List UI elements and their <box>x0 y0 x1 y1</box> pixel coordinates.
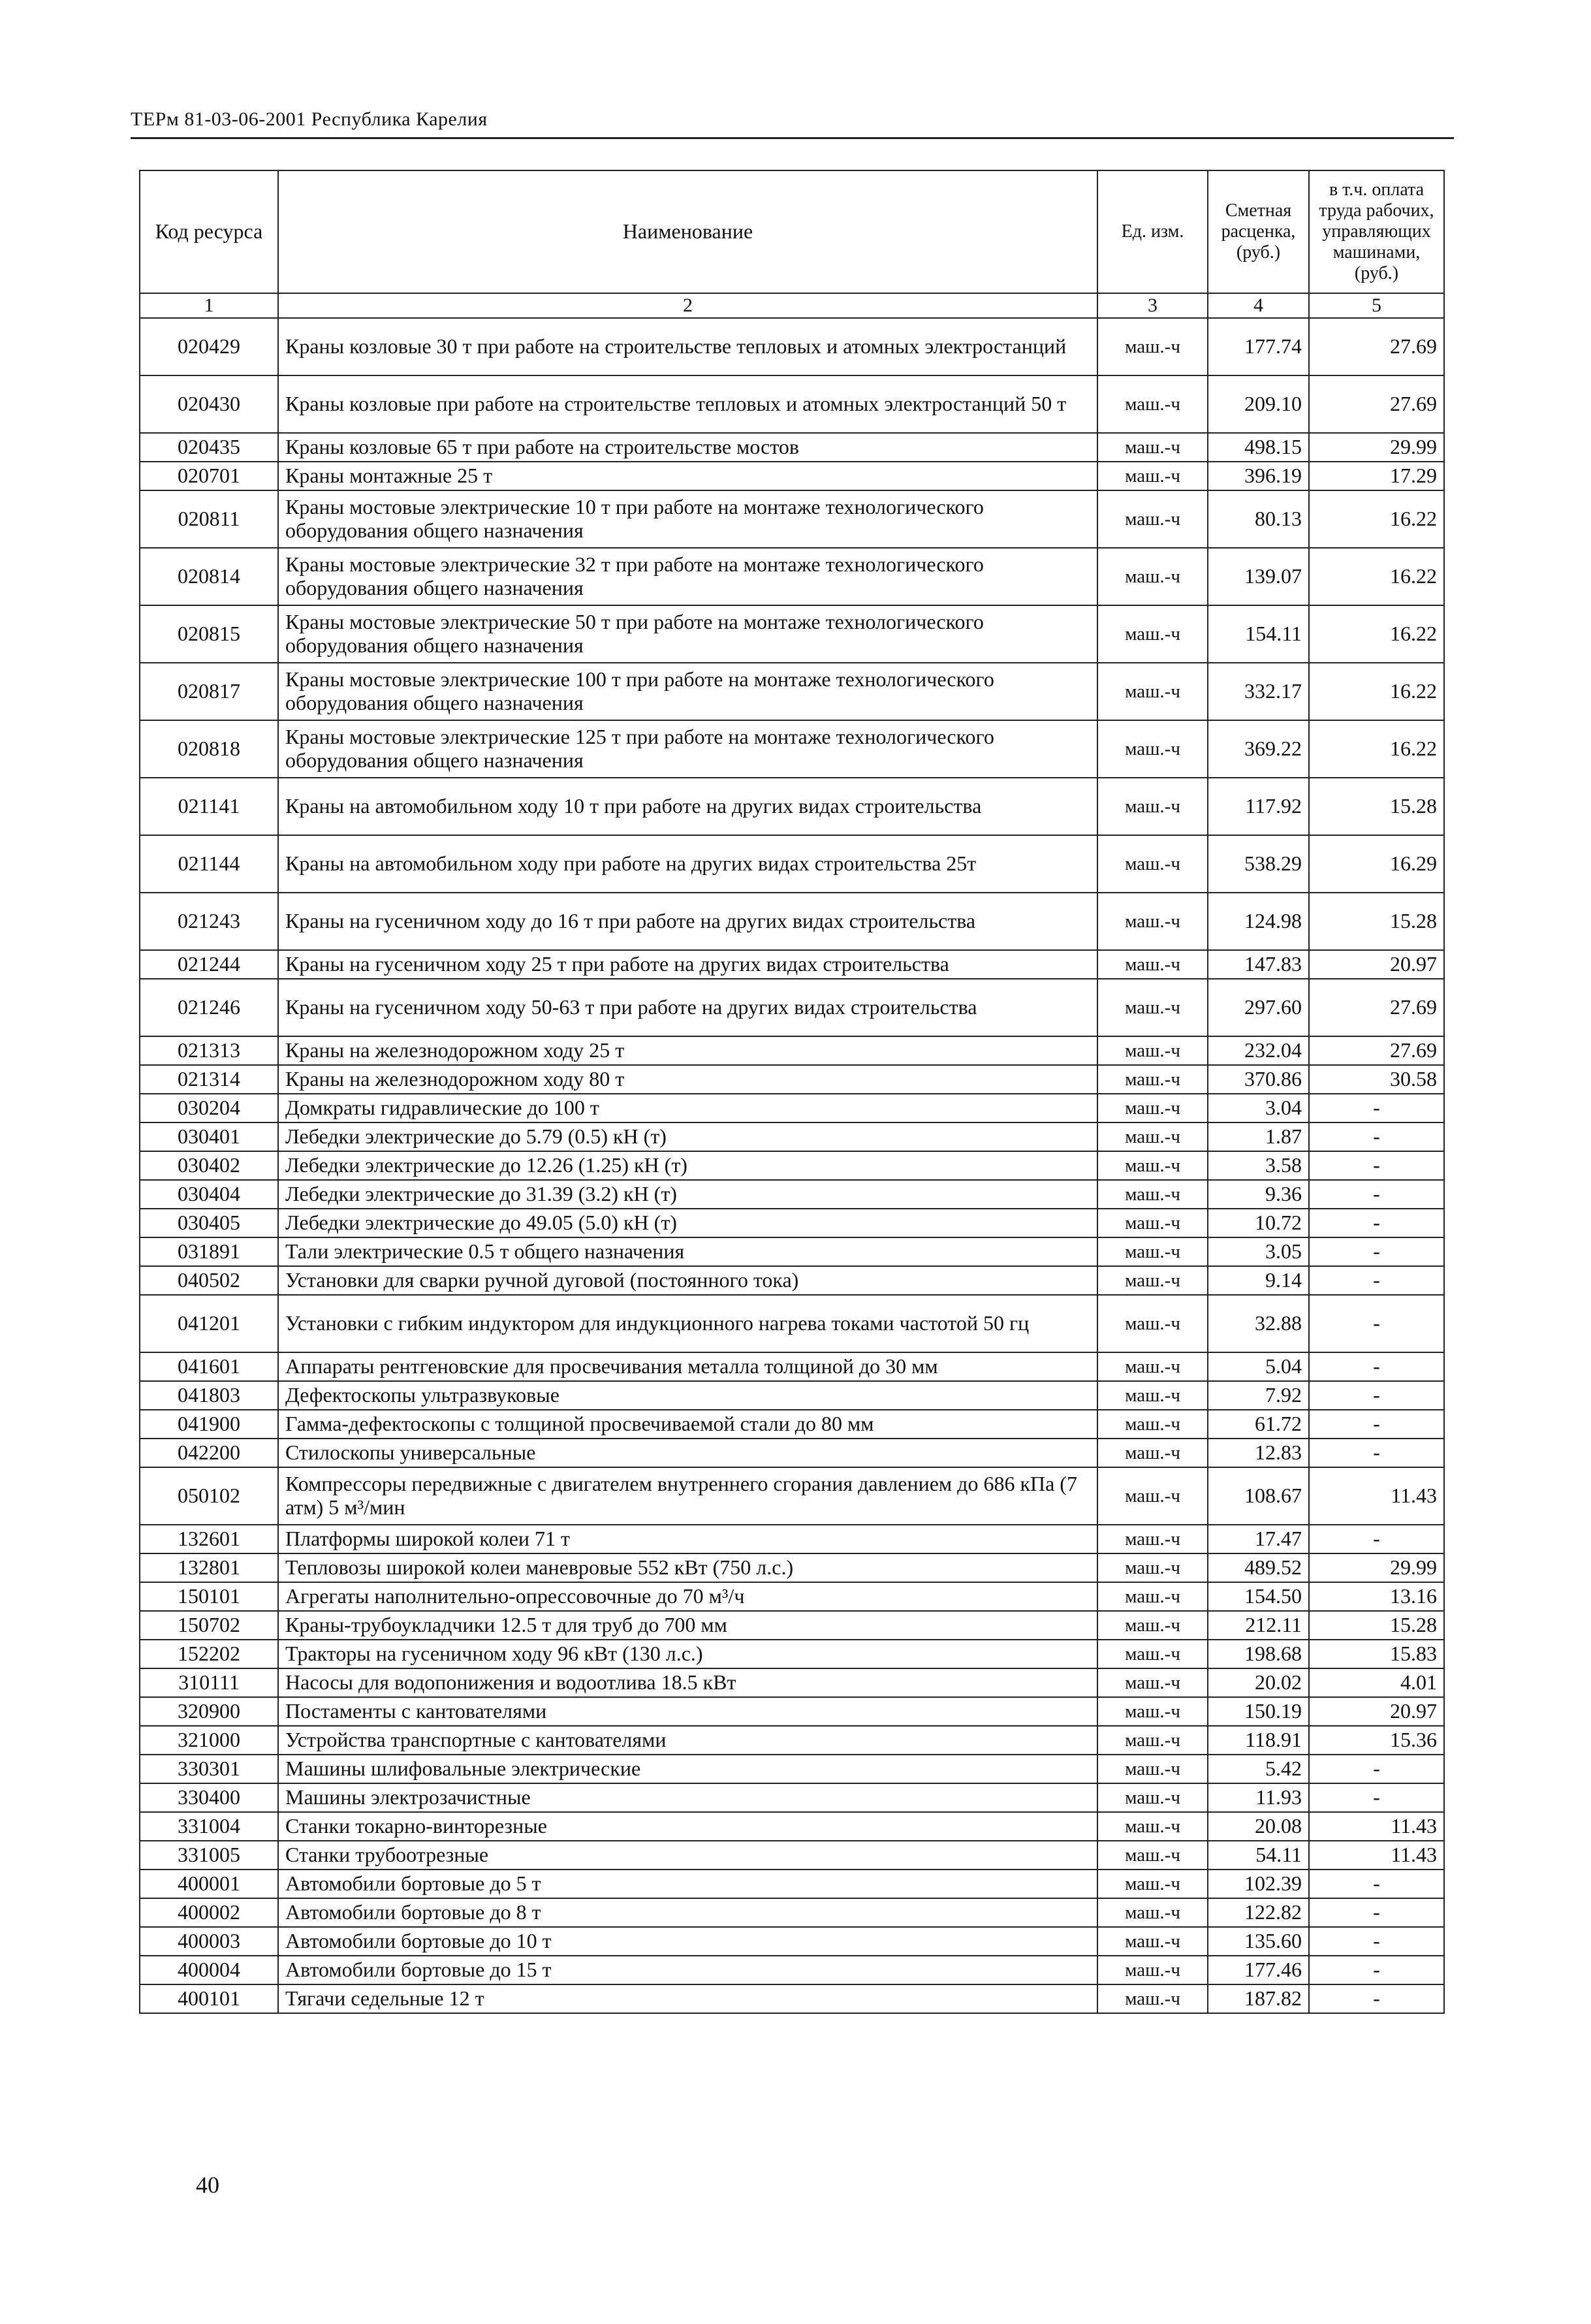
resource-code-cell: 020817 <box>140 663 278 720</box>
unit-cell: маш.-ч <box>1097 1984 1208 2013</box>
resource-name-cell: Агрегаты наполнительно-опрессовочные до 70 м³/ч <box>278 1582 1097 1611</box>
resource-code-cell: 132601 <box>140 1525 278 1553</box>
rate-cell: 3.05 <box>1208 1237 1309 1266</box>
resource-name-cell: Аппараты рентгеновские для просвечивания металла толщиной до 30 мм <box>278 1352 1097 1381</box>
resource-name-cell: Машины шлифовальные электрические <box>278 1755 1097 1783</box>
unit-cell: маш.-ч <box>1097 1726 1208 1755</box>
table-body <box>140 318 1444 2013</box>
column-number-row <box>140 293 1444 318</box>
rate-cell: 396.19 <box>1208 462 1309 490</box>
resource-name-cell: Тракторы на гусеничном ходу 96 кВт (130 л.с.) <box>278 1640 1097 1668</box>
rate-cell: 9.14 <box>1208 1266 1309 1295</box>
resource-name-cell: Станки токарно-винторезные <box>278 1812 1097 1841</box>
resource-name-cell: Тягачи седельные 12 т <box>278 1984 1097 2013</box>
table-row <box>140 1525 1444 1553</box>
rate-cell: 54.11 <box>1208 1841 1309 1870</box>
resource-name-cell: Автомобили бортовые до 15 т <box>278 1956 1097 1984</box>
wage-cell: - <box>1309 1439 1444 1467</box>
resource-code-cell: 041601 <box>140 1352 278 1381</box>
unit-cell: маш.-ч <box>1097 979 1208 1036</box>
wage-cell: 4.01 <box>1309 1668 1444 1697</box>
resource-name-cell: Установки для сварки ручной дуговой (постоянного тока) <box>278 1266 1097 1295</box>
resource-name-cell: Краны монтажные 25 т <box>278 462 1097 490</box>
wage-cell: - <box>1309 1410 1444 1439</box>
wage-cell: 15.28 <box>1309 893 1444 950</box>
resource-code-cell: 310111 <box>140 1668 278 1697</box>
resource-code-cell: 020701 <box>140 462 278 490</box>
resource-code-cell: 021244 <box>140 950 278 979</box>
rate-cell: 117.92 <box>1208 778 1309 835</box>
wage-cell: - <box>1309 1151 1444 1180</box>
unit-cell: маш.-ч <box>1097 1841 1208 1870</box>
col-header-rate: Сметная расценка, (руб.) <box>1208 170 1309 293</box>
resource-code-cell: 030402 <box>140 1151 278 1180</box>
rate-cell: 332.17 <box>1208 663 1309 720</box>
table-row <box>140 778 1444 835</box>
rate-cell: 3.58 <box>1208 1151 1309 1180</box>
rate-cell: 198.68 <box>1208 1640 1309 1668</box>
resource-name-cell: Краны мостовые электрические 100 т при работе на монтаже технологического оборудования общего назначения <box>278 663 1097 720</box>
resource-name-cell: Краны мостовые электрические 10 т при работе на монтаже технологического оборудования общего назначения <box>278 490 1097 548</box>
resource-name-cell: Краны козловые при работе на строительстве тепловых и атомных электростанций 50 т <box>278 375 1097 433</box>
unit-cell: маш.-ч <box>1097 1668 1208 1697</box>
col-header-name: Наименование <box>278 170 1097 293</box>
table-row <box>140 1094 1444 1122</box>
resource-name-cell: Станки трубоотрезные <box>278 1841 1097 1870</box>
column-number: 3 <box>1097 293 1208 318</box>
wage-cell: 20.97 <box>1309 950 1444 979</box>
page-header: ТЕРм 81-03-06-2001 Республика Карелия <box>131 108 488 130</box>
resource-table <box>139 170 1445 2014</box>
resource-name-cell: Автомобили бортовые до 5 т <box>278 1870 1097 1898</box>
table-row <box>140 1755 1444 1783</box>
resource-code-cell: 021141 <box>140 778 278 835</box>
wage-cell: - <box>1309 1755 1444 1783</box>
resource-name-cell: Краны на гусеничном ходу до 16 т при работе на других видах строительства <box>278 893 1097 950</box>
rate-cell: 10.72 <box>1208 1209 1309 1237</box>
rate-cell: 135.60 <box>1208 1927 1309 1956</box>
wage-cell: - <box>1309 1352 1444 1381</box>
rate-cell: 11.93 <box>1208 1783 1309 1812</box>
resource-code-cell: 320900 <box>140 1697 278 1726</box>
unit-cell: маш.-ч <box>1097 1870 1208 1898</box>
table-row <box>140 462 1444 490</box>
rate-cell: 61.72 <box>1208 1410 1309 1439</box>
rate-cell: 297.60 <box>1208 979 1309 1036</box>
rate-cell: 102.39 <box>1208 1870 1309 1898</box>
table-row <box>140 1870 1444 1898</box>
wage-cell: 27.69 <box>1309 318 1444 375</box>
resource-name-cell: Краны-трубоукладчики 12.5 т для труб до 700 мм <box>278 1611 1097 1640</box>
table-row <box>140 663 1444 720</box>
resource-code-cell: 020811 <box>140 490 278 548</box>
resource-code-cell: 021144 <box>140 835 278 893</box>
table-row <box>140 1036 1444 1065</box>
rate-cell: 32.88 <box>1208 1295 1309 1352</box>
unit-cell: маш.-ч <box>1097 1266 1208 1295</box>
unit-cell: маш.-ч <box>1097 1582 1208 1611</box>
table-row <box>140 1122 1444 1151</box>
rate-cell: 212.11 <box>1208 1611 1309 1640</box>
unit-cell: маш.-ч <box>1097 1755 1208 1783</box>
wage-cell: - <box>1309 1783 1444 1812</box>
resource-name-cell: Лебедки электрические до 12.26 (1.25) кН (т) <box>278 1151 1097 1180</box>
wage-cell: - <box>1309 1094 1444 1122</box>
page-number: 40 <box>196 2172 219 2198</box>
wage-cell: 15.28 <box>1309 778 1444 835</box>
table-row <box>140 1668 1444 1697</box>
rate-cell: 5.42 <box>1208 1755 1309 1783</box>
resource-code-cell: 020814 <box>140 548 278 605</box>
resource-code-cell: 330400 <box>140 1783 278 1812</box>
rate-cell: 538.29 <box>1208 835 1309 893</box>
unit-cell: маш.-ч <box>1097 1352 1208 1381</box>
resource-name-cell: Автомобили бортовые до 10 т <box>278 1927 1097 1956</box>
unit-cell: маш.-ч <box>1097 1898 1208 1927</box>
table-row <box>140 375 1444 433</box>
resource-code-cell: 021243 <box>140 893 278 950</box>
unit-cell: маш.-ч <box>1097 1410 1208 1439</box>
resource-code-cell: 132801 <box>140 1553 278 1582</box>
rate-cell: 187.82 <box>1208 1984 1309 2013</box>
wage-cell: - <box>1309 1237 1444 1266</box>
unit-cell: маш.-ч <box>1097 1295 1208 1352</box>
resource-code-cell: 030204 <box>140 1094 278 1122</box>
unit-cell: маш.-ч <box>1097 1956 1208 1984</box>
rate-cell: 108.67 <box>1208 1467 1309 1525</box>
unit-cell: маш.-ч <box>1097 1036 1208 1065</box>
resource-name-cell: Краны мостовые электрические 32 т при работе на монтаже технологического оборудования общего назначения <box>278 548 1097 605</box>
wage-cell: 16.22 <box>1309 720 1444 778</box>
wage-cell: 17.29 <box>1309 462 1444 490</box>
unit-cell: маш.-ч <box>1097 1180 1208 1209</box>
wage-cell: 27.69 <box>1309 979 1444 1036</box>
unit-cell: маш.-ч <box>1097 462 1208 490</box>
resource-code-cell: 041900 <box>140 1410 278 1439</box>
resource-code-cell: 042200 <box>140 1439 278 1467</box>
resource-code-cell: 031891 <box>140 1237 278 1266</box>
rate-cell: 154.11 <box>1208 605 1309 663</box>
wage-cell: 11.43 <box>1309 1467 1444 1525</box>
unit-cell: маш.-ч <box>1097 1697 1208 1726</box>
wage-cell: - <box>1309 1266 1444 1295</box>
rate-cell: 209.10 <box>1208 375 1309 433</box>
resource-name-cell: Тепловозы широкой колеи маневровые 552 кВт (750 л.с.) <box>278 1553 1097 1582</box>
unit-cell: маш.-ч <box>1097 1381 1208 1410</box>
column-number: 5 <box>1309 293 1444 318</box>
rate-cell: 20.08 <box>1208 1812 1309 1841</box>
wage-cell: - <box>1309 1381 1444 1410</box>
unit-cell: маш.-ч <box>1097 1237 1208 1266</box>
resource-code-cell: 400004 <box>140 1956 278 1984</box>
unit-cell: маш.-ч <box>1097 663 1208 720</box>
rate-cell: 150.19 <box>1208 1697 1309 1726</box>
rate-cell: 5.04 <box>1208 1352 1309 1381</box>
table-row <box>140 1553 1444 1582</box>
unit-cell: маш.-ч <box>1097 375 1208 433</box>
wage-cell: 20.97 <box>1309 1697 1444 1726</box>
resource-name-cell: Компрессоры передвижные с двигателем внутреннего сгорания давлением до 686 кПа (7 атм) 5 м³/мин <box>278 1467 1097 1525</box>
table-row <box>140 318 1444 375</box>
rate-cell: 489.52 <box>1208 1553 1309 1582</box>
wage-cell: 11.43 <box>1309 1812 1444 1841</box>
table-row <box>140 1697 1444 1726</box>
rate-cell: 369.22 <box>1208 720 1309 778</box>
table-row <box>140 1065 1444 1094</box>
resource-code-cell: 331005 <box>140 1841 278 1870</box>
table-row <box>140 1783 1444 1812</box>
unit-cell: маш.-ч <box>1097 490 1208 548</box>
column-number: 4 <box>1208 293 1309 318</box>
rate-cell: 12.83 <box>1208 1439 1309 1467</box>
resource-name-cell: Установки с гибким индуктором для индукционного нагрева токами частотой 50 гц <box>278 1295 1097 1352</box>
resource-name-cell: Стилоскопы универсальные <box>278 1439 1097 1467</box>
table-row <box>140 1410 1444 1439</box>
table-row <box>140 1180 1444 1209</box>
unit-cell: маш.-ч <box>1097 318 1208 375</box>
resource-code-cell: 400003 <box>140 1927 278 1956</box>
wage-cell: - <box>1309 1525 1444 1553</box>
table-row <box>140 1381 1444 1410</box>
resource-name-cell: Постаменты с кантователями <box>278 1697 1097 1726</box>
resource-name-cell: Краны на автомобильном ходу 10 т при работе на других видах строительства <box>278 778 1097 835</box>
table-row <box>140 720 1444 778</box>
wage-cell: 16.22 <box>1309 605 1444 663</box>
table-row <box>140 950 1444 979</box>
rate-cell: 370.86 <box>1208 1065 1309 1094</box>
unit-cell: маш.-ч <box>1097 720 1208 778</box>
wage-cell: 13.16 <box>1309 1582 1444 1611</box>
wage-cell: 15.36 <box>1309 1726 1444 1755</box>
resource-name-cell: Краны на железнодорожном ходу 25 т <box>278 1036 1097 1065</box>
table-row <box>140 1439 1444 1467</box>
table-row <box>140 979 1444 1036</box>
rate-cell: 3.04 <box>1208 1094 1309 1122</box>
wage-cell: - <box>1309 1956 1444 1984</box>
resource-code-cell: 150101 <box>140 1582 278 1611</box>
unit-cell: маш.-ч <box>1097 1525 1208 1553</box>
resource-name-cell: Лебедки электрические до 5.79 (0.5) кН (т) <box>278 1122 1097 1151</box>
rate-cell: 20.02 <box>1208 1668 1309 1697</box>
wage-cell: 30.58 <box>1309 1065 1444 1094</box>
rate-cell: 7.92 <box>1208 1381 1309 1410</box>
resource-code-cell: 020818 <box>140 720 278 778</box>
table-row <box>140 605 1444 663</box>
resource-code-cell: 150702 <box>140 1611 278 1640</box>
unit-cell: маш.-ч <box>1097 548 1208 605</box>
table-row <box>140 1956 1444 1984</box>
table-row <box>140 1927 1444 1956</box>
table-row <box>140 1582 1444 1611</box>
unit-cell: маш.-ч <box>1097 1783 1208 1812</box>
wage-cell: 16.22 <box>1309 663 1444 720</box>
resource-code-cell: 030405 <box>140 1209 278 1237</box>
unit-cell: маш.-ч <box>1097 1439 1208 1467</box>
wage-cell: 11.43 <box>1309 1841 1444 1870</box>
rate-cell: 9.36 <box>1208 1180 1309 1209</box>
wage-cell: 27.69 <box>1309 375 1444 433</box>
wage-cell: 16.22 <box>1309 548 1444 605</box>
resource-code-cell: 400001 <box>140 1870 278 1898</box>
table-row <box>140 1898 1444 1927</box>
table-row <box>140 835 1444 893</box>
resource-code-cell: 152202 <box>140 1640 278 1668</box>
unit-cell: маш.-ч <box>1097 1065 1208 1094</box>
resource-name-cell: Автомобили бортовые до 8 т <box>278 1898 1097 1927</box>
wage-cell: - <box>1309 1984 1444 2013</box>
resource-name-cell: Тали электрические 0.5 т общего назначения <box>278 1237 1097 1266</box>
resource-code-cell: 400101 <box>140 1984 278 2013</box>
rate-cell: 498.15 <box>1208 433 1309 462</box>
rate-cell: 118.91 <box>1208 1726 1309 1755</box>
resource-code-cell: 400002 <box>140 1898 278 1927</box>
unit-cell: маш.-ч <box>1097 1151 1208 1180</box>
rate-cell: 139.07 <box>1208 548 1309 605</box>
table-row <box>140 1209 1444 1237</box>
resource-name-cell: Домкраты гидравлические до 100 т <box>278 1094 1097 1122</box>
resource-code-cell: 040502 <box>140 1266 278 1295</box>
resource-code-cell: 330301 <box>140 1755 278 1783</box>
resource-code-cell: 021246 <box>140 979 278 1036</box>
resource-code-cell: 020815 <box>140 605 278 663</box>
unit-cell: маш.-ч <box>1097 433 1208 462</box>
table-row <box>140 1812 1444 1841</box>
resource-name-cell: Лебедки электрические до 49.05 (5.0) кН (т) <box>278 1209 1097 1237</box>
wage-cell: - <box>1309 1870 1444 1898</box>
wage-cell: - <box>1309 1295 1444 1352</box>
resource-name-cell: Краны на железнодорожном ходу 80 т <box>278 1065 1097 1094</box>
wage-cell: - <box>1309 1898 1444 1927</box>
wage-cell: - <box>1309 1122 1444 1151</box>
unit-cell: маш.-ч <box>1097 835 1208 893</box>
table-row <box>140 1266 1444 1295</box>
wage-cell: - <box>1309 1180 1444 1209</box>
unit-cell: маш.-ч <box>1097 1812 1208 1841</box>
wage-cell: 15.83 <box>1309 1640 1444 1668</box>
table-row <box>140 433 1444 462</box>
column-number: 2 <box>278 293 1097 318</box>
resource-code-cell: 331004 <box>140 1812 278 1841</box>
resource-name-cell: Краны на гусеничном ходу 25 т при работе на других видах строительства <box>278 950 1097 979</box>
wage-cell: 27.69 <box>1309 1036 1444 1065</box>
rate-cell: 177.74 <box>1208 318 1309 375</box>
unit-cell: маш.-ч <box>1097 605 1208 663</box>
table-row <box>140 1640 1444 1668</box>
resource-name-cell: Краны на автомобильном ходу при работе на других видах строительства 25т <box>278 835 1097 893</box>
header-rule <box>131 137 1454 139</box>
wage-cell: - <box>1309 1927 1444 1956</box>
table-row <box>140 1841 1444 1870</box>
resource-code-cell: 030404 <box>140 1180 278 1209</box>
unit-cell: маш.-ч <box>1097 1094 1208 1122</box>
rate-cell: 124.98 <box>1208 893 1309 950</box>
resource-code-cell: 021313 <box>140 1036 278 1065</box>
table-row <box>140 1984 1444 2013</box>
rate-cell: 1.87 <box>1208 1122 1309 1151</box>
table-row <box>140 893 1444 950</box>
table-row <box>140 548 1444 605</box>
wage-cell: 16.22 <box>1309 490 1444 548</box>
unit-cell: маш.-ч <box>1097 1553 1208 1582</box>
wage-cell: 15.28 <box>1309 1611 1444 1640</box>
table-row <box>140 1295 1444 1352</box>
table-row <box>140 1726 1444 1755</box>
resource-name-cell: Платформы широкой колеи 71 т <box>278 1525 1097 1553</box>
resource-name-cell: Краны мостовые электрические 125 т при работе на монтаже технологического оборудования общего назначения <box>278 720 1097 778</box>
rate-cell: 122.82 <box>1208 1898 1309 1927</box>
unit-cell: маш.-ч <box>1097 1209 1208 1237</box>
resource-name-cell: Лебедки электрические до 31.39 (3.2) кН (т) <box>278 1180 1097 1209</box>
resource-code-cell: 041201 <box>140 1295 278 1352</box>
col-header-unit: Ед. изм. <box>1097 170 1208 293</box>
column-number: 1 <box>140 293 278 318</box>
rate-cell: 147.83 <box>1208 950 1309 979</box>
wage-cell: 29.99 <box>1309 1553 1444 1582</box>
resource-code-cell: 021314 <box>140 1065 278 1094</box>
resource-name-cell: Гамма-дефектоскопы с толщиной просвечиваемой стали до 80 мм <box>278 1410 1097 1439</box>
rate-cell: 177.46 <box>1208 1956 1309 1984</box>
resource-name-cell: Краны козловые 65 т при работе на строительстве мостов <box>278 433 1097 462</box>
resource-name-cell: Насосы для водопонижения и водоотлива 18.5 кВт <box>278 1668 1097 1697</box>
unit-cell: маш.-ч <box>1097 1611 1208 1640</box>
unit-cell: маш.-ч <box>1097 778 1208 835</box>
unit-cell: маш.-ч <box>1097 1640 1208 1668</box>
resource-code-cell: 020430 <box>140 375 278 433</box>
resource-code-cell: 050102 <box>140 1467 278 1525</box>
table-row <box>140 1151 1444 1180</box>
col-header-wage: в т.ч. оплата труда рабочих, управляющих машинами, (руб.) <box>1309 170 1444 293</box>
wage-cell: 29.99 <box>1309 433 1444 462</box>
unit-cell: маш.-ч <box>1097 950 1208 979</box>
resource-name-cell: Краны на гусеничном ходу 50-63 т при работе на других видах строительства <box>278 979 1097 1036</box>
unit-cell: маш.-ч <box>1097 1927 1208 1956</box>
resource-code-cell: 020429 <box>140 318 278 375</box>
resource-name-cell: Дефектоскопы ультразвуковые <box>278 1381 1097 1410</box>
resource-name-cell: Краны козловые 30 т при работе на строительстве тепловых и атомных электростанций <box>278 318 1097 375</box>
rate-cell: 17.47 <box>1208 1525 1309 1553</box>
wage-cell: - <box>1309 1209 1444 1237</box>
unit-cell: маш.-ч <box>1097 1122 1208 1151</box>
table-row <box>140 1237 1444 1266</box>
resource-name-cell: Краны мостовые электрические 50 т при работе на монтаже технологического оборудования общего назначения <box>278 605 1097 663</box>
rate-cell: 232.04 <box>1208 1036 1309 1065</box>
resource-code-cell: 321000 <box>140 1726 278 1755</box>
unit-cell: маш.-ч <box>1097 1467 1208 1525</box>
table-row <box>140 1611 1444 1640</box>
resource-name-cell: Машины электрозачистные <box>278 1783 1097 1812</box>
col-header-code: Код ресурса <box>140 170 278 293</box>
resource-code-cell: 020435 <box>140 433 278 462</box>
table-row <box>140 1352 1444 1381</box>
unit-cell: маш.-ч <box>1097 893 1208 950</box>
table-row <box>140 490 1444 548</box>
resource-name-cell: Устройства транспортные с кантователями <box>278 1726 1097 1755</box>
wage-cell: 16.29 <box>1309 835 1444 893</box>
table-row <box>140 1467 1444 1525</box>
rate-cell: 80.13 <box>1208 490 1309 548</box>
resource-code-cell: 041803 <box>140 1381 278 1410</box>
rate-cell: 154.50 <box>1208 1582 1309 1611</box>
resource-code-cell: 030401 <box>140 1122 278 1151</box>
